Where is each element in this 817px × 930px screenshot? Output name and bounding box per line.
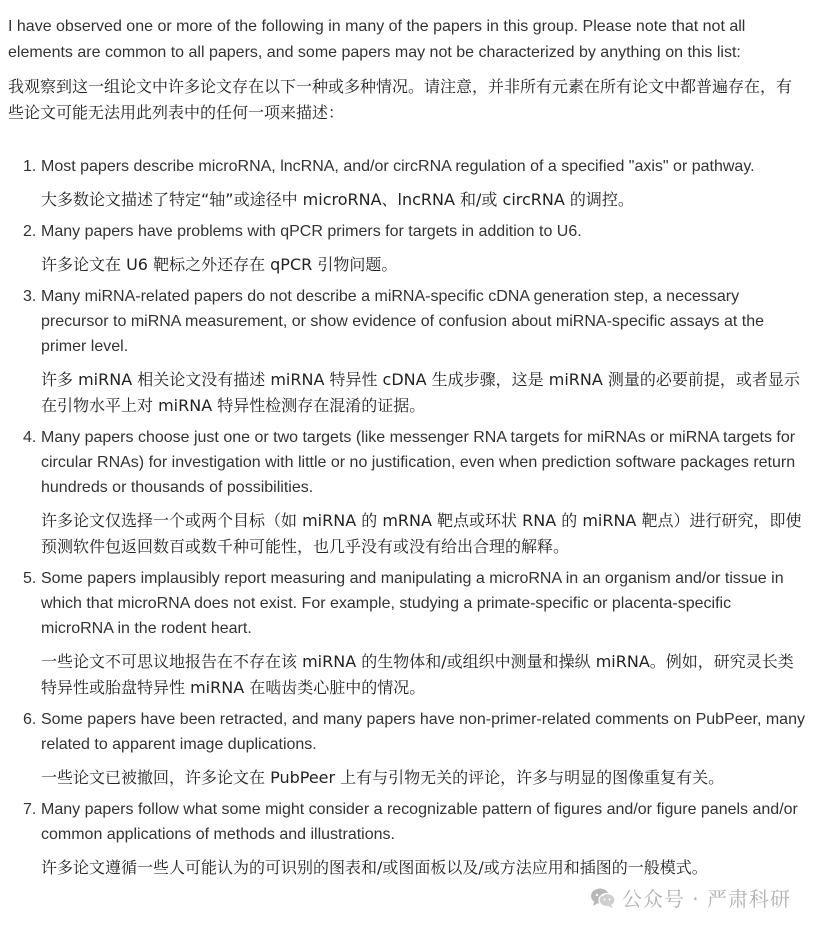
watermark-text: 公众号 · 严肃科研 [621, 887, 791, 911]
watermark [590, 883, 791, 912]
list-item-english: Some papers have been retracted, and many papers have non-primer-related comments on PubPeer, many related to apparent image duplications. [41, 711, 805, 753]
list-item-number: 2. [23, 223, 37, 240]
list-item-english: Many papers choose just one or two targets (like messenger RNA targets for miRNAs or miRNA targets for circular RNAs) for investigation with little or no justification, even when prediction software packages return hundreds or thousands of possibilities. [41, 429, 796, 496]
wechat-icon [590, 887, 616, 909]
list-item-number: 4. [23, 429, 37, 446]
list-item [23, 425, 807, 560]
list-item-english: Many papers have problems with qPCR primers for targets in addition to U6. [41, 223, 582, 240]
list-item-chinese: 一些论文已被撤回，许多论文在 PubPeer 上有与引物无关的评论，许多与明显的图像重复有关。 [41, 768, 725, 787]
list-item-number: 5. [23, 570, 37, 587]
intro-chinese: 我观察到这一组论文中许多论文存在以下一种或多种情况。请注意，并非所有元素在所有论文中都普遍存在，有些论文可能无法用此列表中的任何一项来描述： [8, 77, 793, 122]
list-item-chinese: 许多论文遵循一些人可能认为的可识别的图表和/或图面板以及/或方法应用和插图的一般模式。 [41, 858, 708, 877]
list-item-chinese: 许多 miRNA 相关论文没有描述 miRNA 特异性 cDNA 生成步骤，这是 miRNA 测量的必要前提，或者显示在引物水平上对 miRNA 特异性检测存在混淆的证据。 [41, 370, 800, 415]
list-item-english: Many papers follow what some might consider a recognizable pattern of figures and/or figure panels and/or common applications of methods and illustrations. [41, 801, 798, 843]
list-item-english: Some papers implausibly report measuring and manipulating a microRNA in an organism and/or tissue in which that microRNA does not exist. For example, studying a primate-specific or placenta-specific microRNA in the rodent heart. [41, 570, 784, 637]
list-item-chinese: 一些论文不可思议地报告在不存在该 miRNA 的生物体和/或组织中测量和操纵 miRNA。例如，研究灵长类特异性或胎盘特异性 miRNA 在啮齿类心脏中的情况。 [41, 652, 794, 697]
list-item-english: Many miRNA-related papers do not describe a miRNA-specific cDNA generation step, a necessary precursor to miRNA measurement, or show evidence of confusion about miRNA-specific assays at the primer level. [41, 288, 764, 355]
list-item-number: 6. [23, 711, 37, 728]
list-item [23, 154, 807, 213]
observation-list [8, 154, 807, 881]
list-item-number: 1. [23, 158, 37, 175]
list-item-number: 3. [23, 288, 37, 305]
intro-english: I have observed one or more of the following in many of the papers in this group. Please note that not all elements are common to all papers, and some papers may not be characterized by anything on this list: [8, 18, 746, 61]
list-item-number: 7. [23, 801, 37, 818]
list-item-chinese: 许多论文在 U6 靶标之外还存在 qPCR 引物问题。 [41, 255, 398, 274]
list-item [23, 284, 807, 419]
list-item [23, 219, 807, 278]
list-item [23, 797, 807, 881]
list-item [23, 566, 807, 701]
list-item-chinese: 大多数论文描述了特定“轴”或途径中 microRNA、lncRNA 和/或 circRNA 的调控。 [41, 190, 634, 209]
list-item-english: Most papers describe microRNA, lncRNA, and/or circRNA regulation of a specified "axis" or pathway. [41, 158, 755, 175]
list-item-chinese: 许多论文仅选择一个或两个目标（如 miRNA 的 mRNA 靶点或环状 RNA 的 miRNA 靶点）进行研究，即使预测软件包返回数百或数千种可能性，也几乎没有或没有给出合理的解释。 [41, 511, 802, 556]
list-item [23, 707, 807, 791]
